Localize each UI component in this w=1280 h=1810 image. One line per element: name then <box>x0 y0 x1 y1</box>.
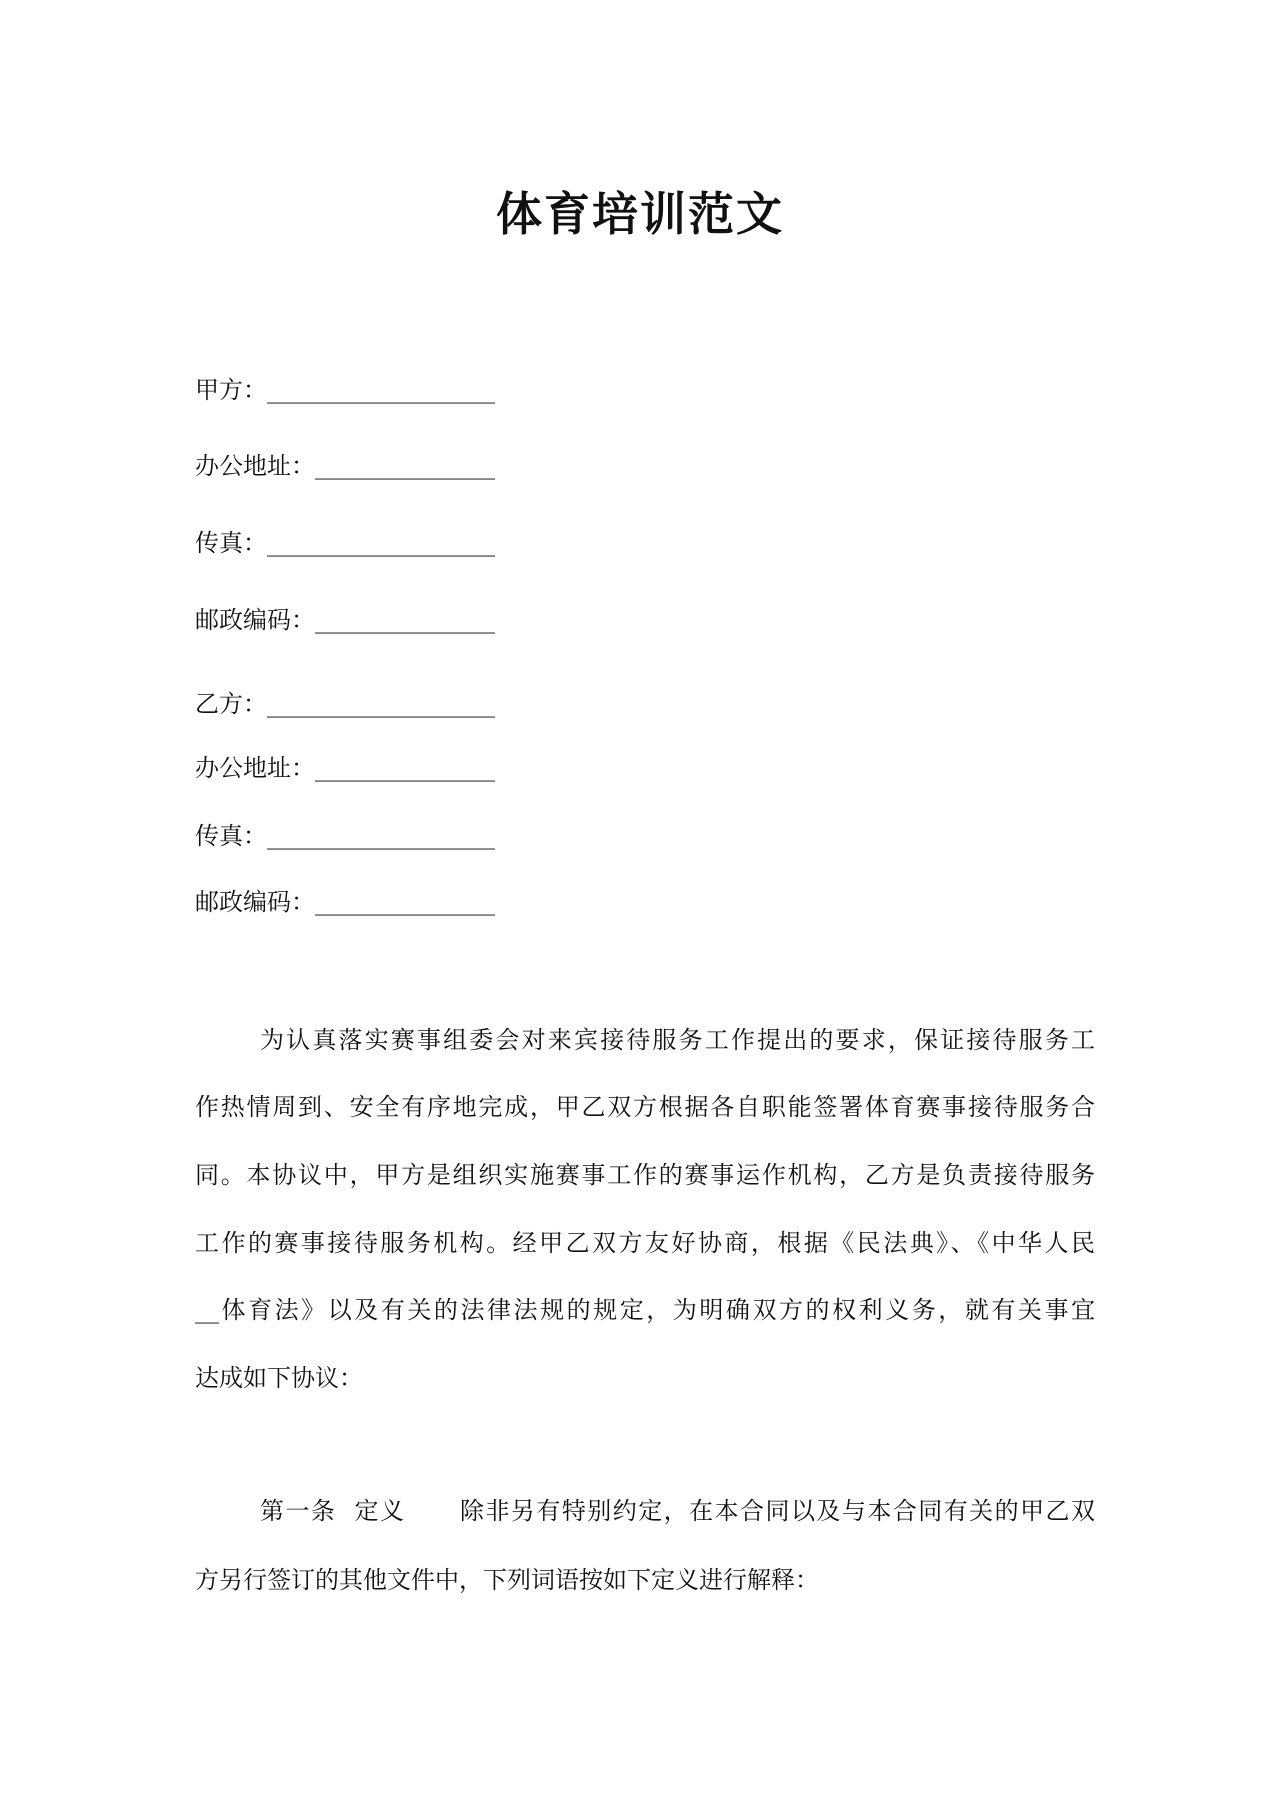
party-b-postcode-field: 邮政编码：_______________ <box>195 888 495 916</box>
party-a-fax-field: 传真：___________________ <box>195 529 495 557</box>
article-1-heading-line: 第一条 定义 除非另有特别约定，在本合同以及与本合同有关的甲乙双 <box>260 1497 1095 1525</box>
party-b-address-field: 办公地址：_______________ <box>195 754 495 782</box>
preamble-line: 作热情周到、安全有序地完成，甲乙双方根据各自职能签署体育赛事接待服务合 <box>195 1093 1095 1121</box>
party-b-fax-field: 传真：___________________ <box>195 822 495 850</box>
party-a-name-field: 甲方：___________________ <box>195 376 495 404</box>
preamble-line: 达成如下协议： <box>195 1364 363 1392</box>
article-1-line: 方另行签订的其他文件中，下列词语按如下定义进行解释： <box>195 1566 819 1594</box>
party-a-address-field: 办公地址：_______________ <box>195 452 495 480</box>
preamble-line: __体育法》以及有关的法律法规的规定，为明确双方的权利义务，就有关事宜 <box>195 1296 1095 1324</box>
preamble-line: 工作的赛事接待服务机构。经甲乙双方友好协商，根据《民法典》、《中华人民 <box>195 1229 1095 1257</box>
party-b-name-field: 乙方：___________________ <box>195 690 495 718</box>
party-a-postcode-field: 邮政编码：_______________ <box>195 606 495 634</box>
preamble-line: 同。本协议中，甲方是组织实施赛事工作的赛事运作机构，乙方是负责接待服务 <box>195 1161 1095 1189</box>
document-title: 体育培训范文 <box>496 187 784 241</box>
preamble-line: 为认真落实赛事组委会对来宾接待服务工作提出的要求，保证接待服务工 <box>260 1026 1095 1054</box>
